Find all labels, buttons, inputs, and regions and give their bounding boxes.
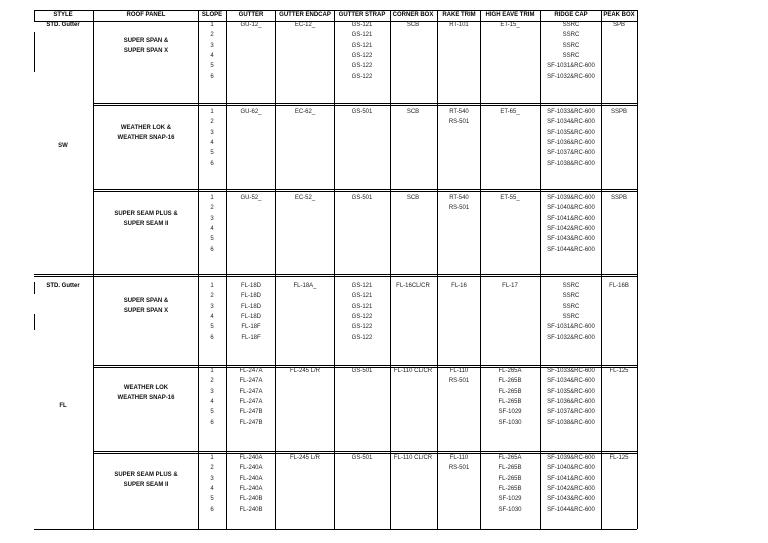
ridge-value: SSRC <box>562 22 580 28</box>
ridge-value: SF-1043&RC-600 <box>547 496 595 503</box>
slope-value: 4 <box>210 139 214 146</box>
corner-value: SCB <box>406 109 420 115</box>
slope-value: 3 <box>210 388 214 395</box>
strap-value: GS-122 <box>351 313 373 320</box>
ridge-value: SF-1039&RC-600 <box>547 195 595 201</box>
slope-value: 3 <box>210 303 214 310</box>
peak-value: SPB <box>612 22 625 28</box>
endcap-value: EC-52_ <box>294 195 316 201</box>
gutter-value: FL-18D <box>240 283 261 289</box>
strap-value: GS-122 <box>351 73 373 80</box>
style-heading: STD. Gutter <box>46 283 80 289</box>
strap-value: GS-121 <box>351 303 373 310</box>
section-rule-double <box>93 191 637 192</box>
ridge-value: SSRC <box>562 313 580 320</box>
gutter-value: GU-52_ <box>240 195 262 201</box>
eave-value: FL-265A <box>498 368 522 374</box>
strap-value: GS-501 <box>351 455 373 461</box>
eave-value: ET-15_ <box>500 22 520 28</box>
slope-value: 2 <box>210 378 214 385</box>
slope-value: 6 <box>210 506 214 513</box>
ridge-value: SF-1037&RC-600 <box>547 150 595 157</box>
eave-value: FL-265B <box>498 485 522 492</box>
roof-panel-name: SUPER SPAN X <box>123 48 169 54</box>
eave-value: SF-1030 <box>498 506 522 513</box>
strap-value: GS-122 <box>351 334 373 341</box>
endcap-value: EC-62_ <box>294 109 316 115</box>
slope-value: 6 <box>210 334 214 341</box>
column-header: RAKE TRIM <box>442 12 476 18</box>
eave-value: FL-265A <box>498 455 522 461</box>
column-header: RIDGE CAP <box>554 12 588 18</box>
column-header: STYLE <box>53 12 73 18</box>
endcap-value: FL-18A_ <box>293 283 317 289</box>
peak-value: SSPB <box>610 195 627 201</box>
style-left-rule-mark <box>34 32 35 72</box>
slope-value: 1 <box>210 195 214 201</box>
roof-panel-name: SUPER SPAN & <box>123 298 169 304</box>
slope-value: 5 <box>210 496 214 503</box>
section-rule-double <box>93 105 637 106</box>
ridge-value: SF-1038&RC-600 <box>547 419 595 426</box>
strap-value: GS-501 <box>351 195 373 201</box>
roof-panel-name: WEATHER SNAP-16 <box>117 395 175 401</box>
ridge-value: SF-1033&RC-600 <box>547 109 595 115</box>
endcap-value: FL-245 L/R <box>289 368 320 374</box>
ridge-value: SF-1033&RC-600 <box>547 368 595 374</box>
eave-value: ET-55_ <box>500 195 520 201</box>
slope-value: 2 <box>210 465 214 472</box>
eave-value: SF-1029 <box>498 409 522 416</box>
ridge-value: SF-1042&RC-600 <box>547 225 595 232</box>
column-header: HIGH EAVE TRIM <box>485 12 535 18</box>
slope-value: 5 <box>210 324 214 331</box>
gutter-value: FL-247A <box>239 368 263 374</box>
slope-value: 6 <box>210 160 214 167</box>
ridge-value: SSRC <box>562 283 580 289</box>
ridge-value: SF-1041&RC-600 <box>547 475 595 482</box>
ridge-value: SSRC <box>562 303 580 310</box>
eave-value: SF-1029 <box>498 496 522 503</box>
gutter-value: GU-12_ <box>240 22 262 28</box>
strap-value: GS-501 <box>351 109 373 115</box>
ridge-value: SF-1044&RC-600 <box>547 246 595 253</box>
eave-value: SF-1030 <box>498 419 522 426</box>
roof-panel-name: WEATHER LOK <box>123 385 169 391</box>
gutter-value: FL-240A <box>239 465 263 472</box>
column-header: ROOF PANEL <box>126 12 166 18</box>
column-header: SLOPE <box>201 12 223 18</box>
section-rule <box>93 189 637 190</box>
section-rule <box>34 274 637 275</box>
slope-value: 5 <box>210 409 214 416</box>
rake-value: RT-540 <box>449 109 469 115</box>
roof-panel-name: SUPER SEAM PLUS & <box>114 472 178 478</box>
style-heading: STD. Gutter <box>46 22 80 28</box>
slope-value: 1 <box>210 368 214 374</box>
roof-panel-name: SUPER SEAM PLUS & <box>114 211 178 217</box>
eave-value: FL-265B <box>498 378 522 385</box>
ridge-value: SSRC <box>562 293 580 300</box>
slope-value: 1 <box>210 455 214 461</box>
style-left-rule-mark-2 <box>34 314 35 330</box>
column-rule <box>637 10 638 529</box>
strap-value: GS-121 <box>351 22 373 28</box>
ridge-value: SF-1031&RC-600 <box>547 63 595 70</box>
slope-value: 6 <box>210 246 214 253</box>
ridge-value: SF-1036&RC-600 <box>547 139 595 146</box>
roof-panel-name: WEATHER SNAP-16 <box>117 135 175 141</box>
ridge-value: SF-1034&RC-600 <box>547 378 595 385</box>
roof-panel-name: SUPER SPAN X <box>123 308 169 314</box>
eave-value: FL-265B <box>498 388 522 395</box>
gutter-value: FL-240A <box>239 485 263 492</box>
rake-value: FL-16 <box>451 283 467 289</box>
column-header: GUTTER <box>238 12 264 18</box>
style-label: SW <box>58 143 68 149</box>
gutter-value: FL-18F <box>241 334 261 341</box>
slope-value: 2 <box>210 205 214 212</box>
ridge-value: SF-1044&RC-600 <box>547 506 595 513</box>
ridge-value: SF-1037&RC-600 <box>547 409 595 416</box>
gutter-value: FL-240B <box>239 506 263 513</box>
slope-value: 2 <box>210 32 214 39</box>
ridge-value: SF-1035&RC-600 <box>547 129 595 136</box>
ridge-value: SF-1034&RC-600 <box>547 119 595 126</box>
header-top-rule <box>34 10 637 11</box>
roof-panel-name: SUPER SPAN & <box>123 38 169 44</box>
rake-value: RS-501 <box>448 378 470 385</box>
rake-value: FL-110 <box>449 368 469 374</box>
ridge-value: SF-1039&RC-600 <box>547 455 595 461</box>
style-label: FL <box>59 403 67 409</box>
gutter-value: FL-18D <box>240 303 261 310</box>
section-rule <box>93 103 637 104</box>
roof-panel-name: SUPER SEAM II <box>123 482 169 488</box>
table-bottom-rule <box>34 529 637 530</box>
ridge-value: SF-1043&RC-600 <box>547 236 595 243</box>
eave-value: FL-265B <box>498 398 522 405</box>
gutter-value: FL-247B <box>239 419 263 426</box>
eave-value: ET-65_ <box>500 109 520 115</box>
peak-value: FL-125 <box>609 455 629 461</box>
slope-value: 4 <box>210 485 214 492</box>
corner-value: FL-110 CL/CR <box>393 455 433 461</box>
column-header: CORNER BOX <box>392 12 434 18</box>
ridge-value: SF-1040&RC-600 <box>547 205 595 212</box>
rake-value: RS-501 <box>448 205 470 212</box>
ridge-value: SF-1038&RC-600 <box>547 160 595 167</box>
ridge-value: SSRC <box>562 52 580 59</box>
strap-value: GS-121 <box>351 293 373 300</box>
ridge-value: SF-1032&RC-600 <box>547 334 595 341</box>
slope-value: 1 <box>210 283 214 289</box>
corner-value: FL-16CL/CR <box>396 283 430 289</box>
slope-value: 2 <box>210 293 214 300</box>
eave-value: FL-265B <box>498 475 522 482</box>
slope-value: 3 <box>210 215 214 222</box>
slope-value: 5 <box>210 150 214 157</box>
section-rule-double <box>34 276 637 277</box>
peak-value: FL-125 <box>609 368 629 374</box>
ridge-value: SF-1031&RC-600 <box>547 324 595 331</box>
slope-value: 4 <box>210 398 214 405</box>
gutter-value: FL-247A <box>239 388 263 395</box>
gutter-value: FL-247B <box>239 409 263 416</box>
roof-panel-name: WEATHER LOK & <box>120 125 172 131</box>
rake-value: RT-540 <box>449 195 469 201</box>
slope-value: 5 <box>210 63 214 70</box>
strap-value: GS-122 <box>351 52 373 59</box>
section-rule-double <box>93 453 637 454</box>
slope-value: 4 <box>210 52 214 59</box>
corner-value: FL-110 CL/CR <box>393 368 433 374</box>
slope-value: 1 <box>210 109 214 115</box>
peak-value: SSPB <box>610 109 627 115</box>
style-left-rule-top <box>34 10 35 22</box>
strap-value: GS-121 <box>351 32 373 39</box>
ridge-value: SF-1041&RC-600 <box>547 215 595 222</box>
rake-value: RS-501 <box>448 465 470 472</box>
roof-panel-name: SUPER SEAM II <box>123 221 169 227</box>
rake-value: FL-110 <box>449 455 469 461</box>
eave-value: FL-17 <box>502 283 518 289</box>
strap-value: GS-121 <box>351 283 373 289</box>
corner-value: SCB <box>406 22 420 28</box>
gutter-value: FL-240A <box>239 475 263 482</box>
ridge-value: SSRC <box>562 32 580 39</box>
ridge-value: SF-1040&RC-600 <box>547 465 595 472</box>
gutter-value: FL-247A <box>239 398 263 405</box>
column-header: PEAK BOX <box>603 12 635 18</box>
slope-value: 5 <box>210 236 214 243</box>
slope-value: 3 <box>210 475 214 482</box>
slope-value: 3 <box>210 42 214 49</box>
slope-value: 6 <box>210 73 214 80</box>
slope-value: 1 <box>210 22 214 28</box>
rake-value: RS-501 <box>448 119 470 126</box>
ridge-value: SF-1042&RC-600 <box>547 485 595 492</box>
section-rule <box>93 365 637 366</box>
rake-value: RT-101 <box>449 22 469 28</box>
slope-value: 6 <box>210 419 214 426</box>
ridge-value: SF-1036&RC-600 <box>547 398 595 405</box>
eave-value: FL-265B <box>498 465 522 472</box>
gutter-value: FL-240B <box>239 496 263 503</box>
strap-value: GS-122 <box>351 324 373 331</box>
ridge-value: SSRC <box>562 42 580 49</box>
endcap-value: FL-245 L/R <box>289 455 320 461</box>
slope-value: 4 <box>210 313 214 320</box>
gutter-value: GU-62_ <box>240 109 262 115</box>
ridge-value: SF-1032&RC-600 <box>547 73 595 80</box>
slope-value: 4 <box>210 225 214 232</box>
ridge-value: SF-1035&RC-600 <box>547 388 595 395</box>
slope-value: 2 <box>210 119 214 126</box>
gutter-value: FL-18D <box>240 293 261 300</box>
section-rule <box>93 451 637 452</box>
slope-value: 3 <box>210 129 214 136</box>
gutter-value: FL-18D <box>240 313 261 320</box>
gutter-value: FL-18F <box>241 324 261 331</box>
peak-value: FL-16B <box>609 283 629 289</box>
column-header: GUTTER STRAP <box>338 12 386 18</box>
gutter-value: FL-240A <box>239 455 263 461</box>
strap-value: GS-501 <box>351 368 373 374</box>
corner-value: SCB <box>406 195 420 201</box>
endcap-value: EC-12_ <box>294 22 316 28</box>
strap-value: GS-122 <box>351 63 373 70</box>
strap-value: GS-121 <box>351 42 373 49</box>
column-header: GUTTER ENDCAP <box>279 12 331 18</box>
gutter-value: FL-247A <box>239 378 263 385</box>
